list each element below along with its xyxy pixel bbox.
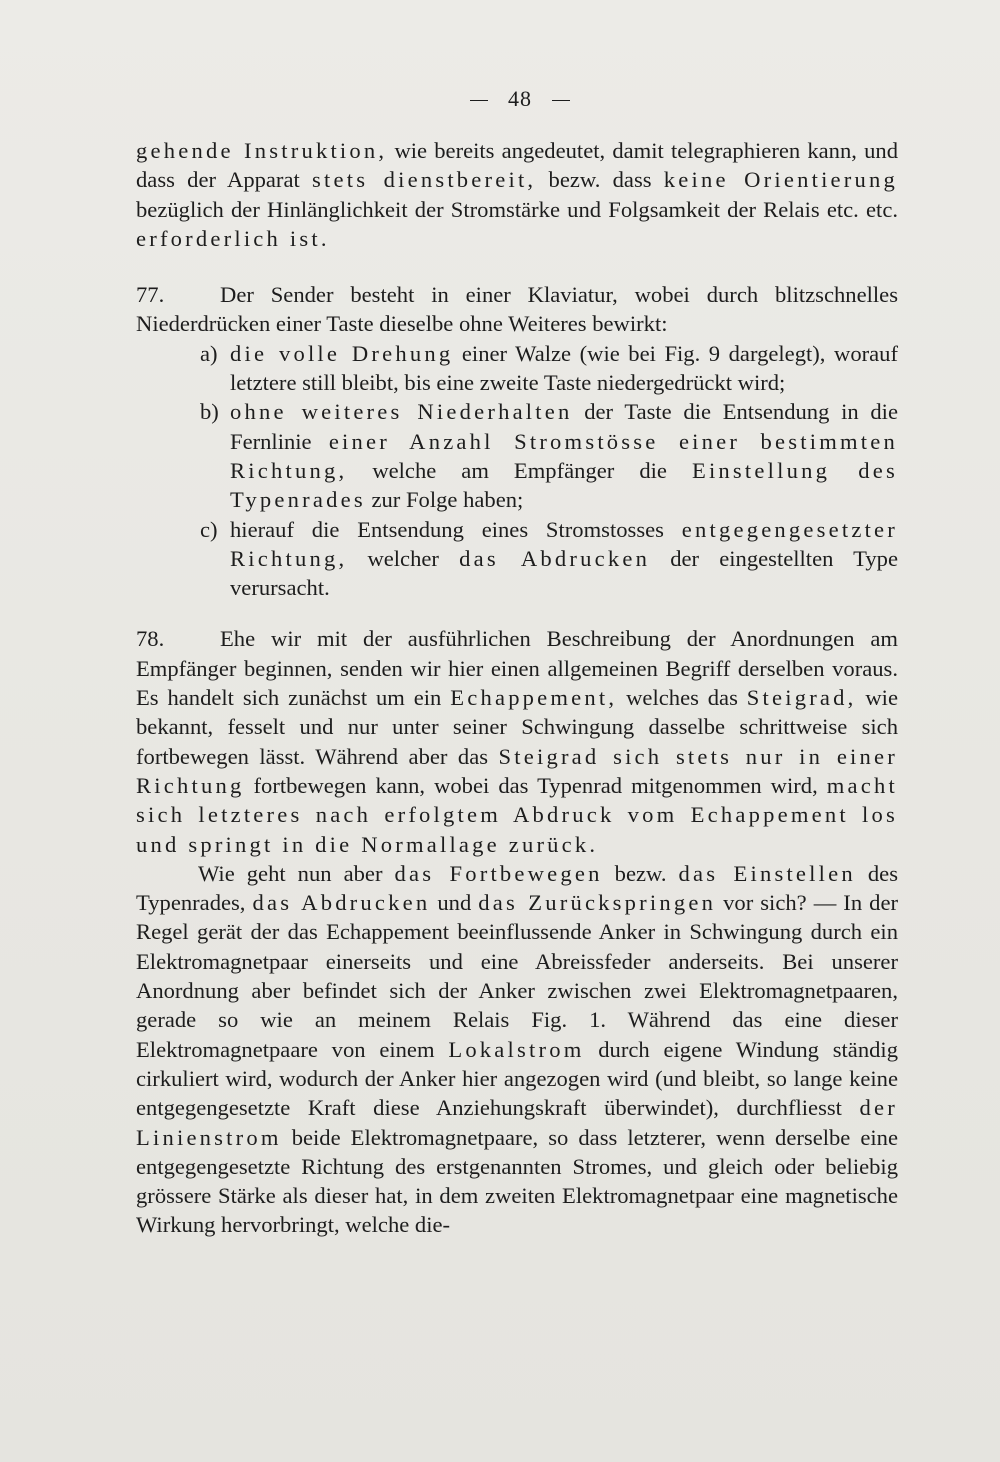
paragraph-continuation bbox=[136, 136, 898, 253]
text-run: der Taste die Entsendung in die Fernlinie bbox=[230, 399, 898, 454]
text-run: hierauf die Entsendung eines Stromstosses bbox=[230, 516, 682, 542]
text-run: welche am Empfänger die bbox=[347, 457, 692, 483]
emphasis-spaced: das Abdrucken bbox=[252, 890, 431, 916]
text-run: einer Walze (wie bei Fig. 9 dargelegt), worauf letztere still bleibt, bis eine zweite Taste niedergedrückt wird; bbox=[230, 340, 898, 396]
list-marker: c) bbox=[200, 516, 218, 542]
emphasis-spaced: macht sich letzteres nach erfolgtem Abdruck vom Echappement los und springt in die Normallage zurück. bbox=[136, 772, 898, 857]
emphasis-spaced: stets dienstbereit, bbox=[312, 167, 537, 193]
emphasis-spaced: Einstellung des Typenrades bbox=[230, 457, 899, 513]
text-run: fortbewegen kann, wobei das Typenrad mitgenommen wird, bbox=[244, 772, 827, 798]
text-run: durch eigene Windung ständig cirkuliert wird, wodurch der Anker hier angezogen wird (und bleibt, so lange keine entgegengesetzte Kraft diese Anziehungskraft überwindet), durchfliesst bbox=[136, 1036, 898, 1121]
paragraph-number: 78. bbox=[136, 626, 165, 652]
text-run: und bbox=[430, 890, 479, 916]
list-marker: b) bbox=[200, 399, 219, 425]
emphasis-spaced: ohne weiteres Niederhalten bbox=[230, 399, 573, 425]
emphasis-spaced: das Zurückspringen bbox=[478, 890, 717, 916]
page-number bbox=[0, 86, 1000, 112]
emphasis-spaced: erforderlich ist. bbox=[136, 225, 330, 251]
text-run: Ehe wir mit der ausführlichen Beschreibung der Anordnungen am Empfänger beginnen, senden wir hier einen allgemeinen Begriff derselben voraus. Es handelt sich zunächst um ein bbox=[136, 626, 898, 711]
text-run: bezw. dass bbox=[536, 167, 664, 193]
text-run: beide Elektromagnetpaare, so dass letzterer, wenn derselbe eine entgegengesetzte Richtung des erstgenannten Stromes, und gleich oder beliebig grössere Stärke als dieser hat, in dem zweiten Elektromagnetpaar eine magnetische Wirkung hervorbringt, welche die- bbox=[136, 1124, 898, 1238]
paragraph-wie-geht bbox=[136, 859, 898, 1240]
paragraph-number: 77. bbox=[136, 282, 165, 308]
text-body bbox=[136, 136, 898, 1240]
paragraph-78 bbox=[136, 624, 898, 858]
emphasis-spaced: Steigrad, bbox=[746, 685, 857, 711]
list-item bbox=[136, 515, 898, 603]
list-item bbox=[136, 339, 898, 398]
text-run: Der Sender besteht in einer Klaviatur, wobei durch blitzschnelles Niederdrücken einer Taste dieselbe ohne Weiteres bewirkt: bbox=[136, 282, 898, 337]
list-item bbox=[136, 397, 898, 514]
emphasis-spaced: Lokalstrom bbox=[448, 1036, 585, 1062]
text-run: wie bekannt, fesselt und nur unter seiner Schwingung dasselbe schrittweise sich fortbewegen lässt. Während aber das bbox=[136, 685, 898, 769]
paragraph-77-list bbox=[136, 339, 898, 603]
emphasis-spaced: das Abdrucken bbox=[459, 545, 651, 571]
text-run: vor sich? — In der Regel gerät der das Echappement beeinflussende Anker in Schwingung durch ein Elektromagnetpaar einerseits und eine Abreissfeder anderseits. Bei unserer Anordnung aber befindet sich der Anker zwischen zwei Elektromagnetpaaren, gerade so wie an meinem Relais Fig. 1. Während das eine dieser Elektromagnetpaare von einem bbox=[136, 890, 898, 1062]
text-run: welches das bbox=[617, 685, 747, 711]
emphasis-spaced: das Fortbewegen bbox=[394, 860, 603, 886]
emphasis-spaced: das Einstellen bbox=[678, 860, 856, 886]
page-number-text: 48 bbox=[508, 86, 532, 111]
emphasis-spaced: gehende Instruktion, bbox=[136, 138, 388, 163]
emphasis-spaced: keine Orientierung bbox=[663, 167, 898, 193]
emphasis-spaced: die volle Drehung bbox=[230, 340, 454, 366]
paragraph-78-text bbox=[136, 626, 898, 856]
text-run: des Typenrades, bbox=[136, 860, 898, 916]
text-run: wie bereits angedeutet, damit telegraphieren kann, und dass der Apparat bbox=[136, 138, 898, 193]
dash-right bbox=[552, 100, 570, 101]
emphasis-spaced: entgegengesetzter Richtung, bbox=[230, 516, 898, 571]
dash-left bbox=[470, 100, 488, 101]
text-run: welcher bbox=[347, 545, 460, 571]
emphasis-spaced: Echappement, bbox=[450, 685, 618, 711]
emphasis-spaced: einer Anzahl Stromstösse einer bestimmten Richtung, bbox=[230, 428, 898, 483]
text-run: bezw. bbox=[602, 860, 679, 886]
paragraph-77-text bbox=[136, 282, 898, 336]
emphasis-spaced: Steigrad sich stets nur in einer Richtung bbox=[136, 743, 898, 798]
paragraph-77 bbox=[136, 280, 898, 339]
text-run: Wie geht nun aber bbox=[198, 860, 395, 886]
text-run: der eingestellten Type verursacht. bbox=[230, 545, 898, 601]
text-run: zur Folge haben; bbox=[365, 487, 524, 513]
emphasis-spaced: der Linienstrom bbox=[136, 1095, 898, 1150]
list-marker: a) bbox=[200, 340, 218, 366]
text-run: bezüglich der Hinlänglichkeit der Stromstärke und Folgsamkeit der Relais etc. etc. bbox=[136, 196, 898, 222]
